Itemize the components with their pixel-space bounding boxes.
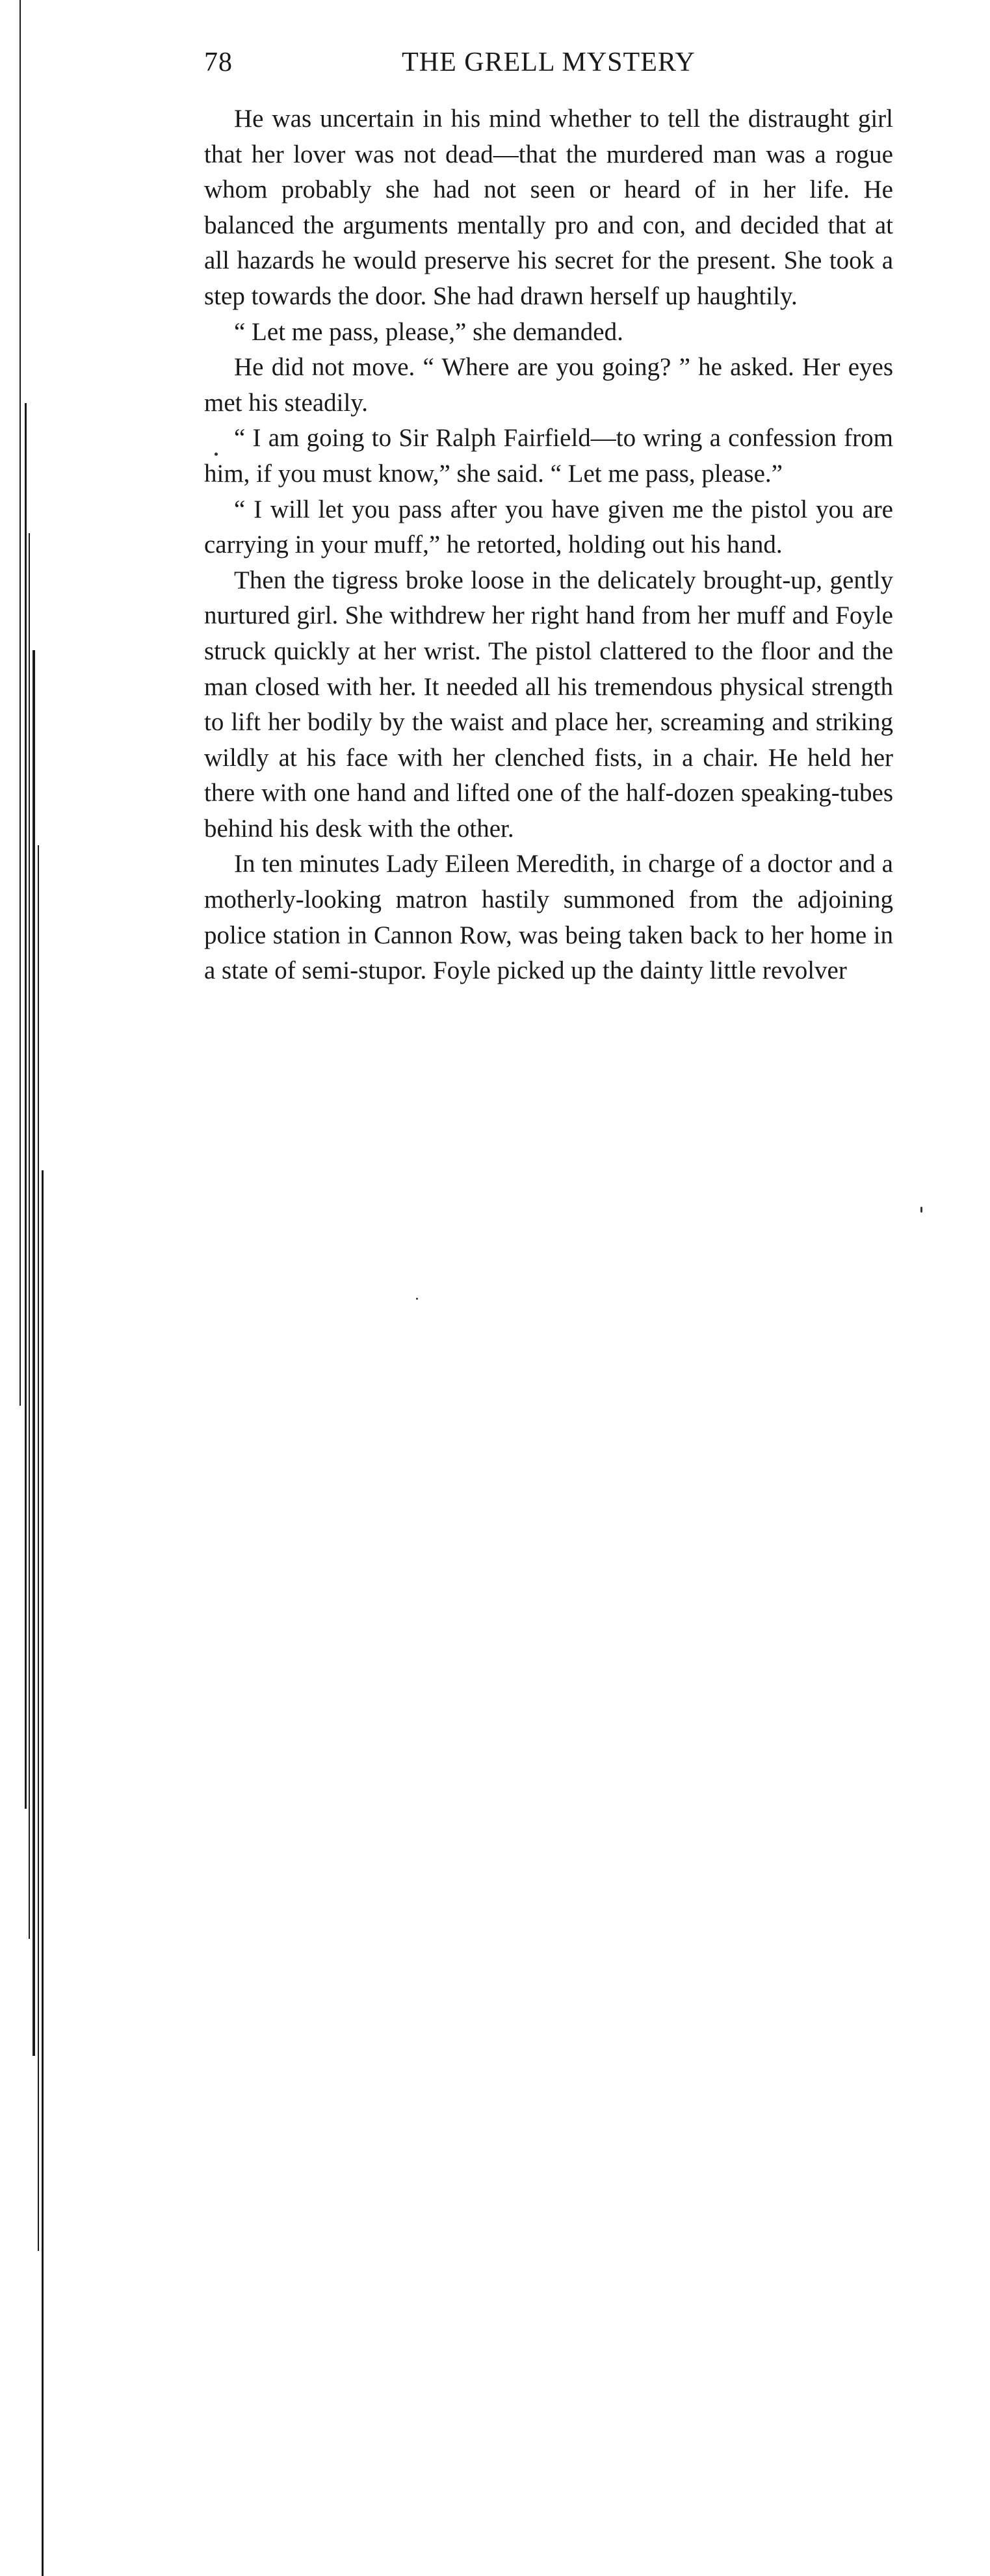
paragraph: Then the tigress broke loose in the delicately brought-up, gently nurtured girl. She withdrew her right hand from her muff and Foyle struck quickly at her wrist. The pistol clattered to the floor and the man closed with her. It needed all his tremendous physical strength to lift her bodily by the waist and place her, screaming and striking wildly at his face with her clenched fists, in a chair. He held her there with one hand and lifted one of the half-dozen speaking-tubes behind his desk with the other. [204, 566, 893, 843]
page-header [204, 47, 893, 86]
paragraph: He did not move. “ Where are you going? ” he asked. Her eyes met his steadily. [204, 353, 893, 417]
running-head: THE GRELL MYSTERY [402, 47, 696, 77]
scan-speck [920, 1207, 922, 1213]
paragraph: In ten minutes Lady Eileen Meredith, in charge of a doctor and a motherly-looking matron hastily summoned from the adjoining police station in Cannon Row, was being taken back to her home in a state of semi-stupor. Foyle picked up the dainty little revolver [204, 850, 893, 985]
page-number: 78 [204, 47, 233, 77]
paragraph: He was uncertain in his mind whether to tell the distraught girl that her lover was not dead—that the murdered man was a rogue whom probably she had not seen or heard of in her life. He balanced the arguments mentally pro and con, and decided that at all hazards he would preserve his secret for the present. She took a step towards the door. She had drawn herself up haughtily. [204, 105, 893, 310]
paragraph: “ I will let you pass after you have given me the pistol you are carrying in your muff,” he retorted, holding out his hand. [204, 495, 893, 559]
scan-speck [215, 453, 218, 456]
paragraph: “ I am going to Sir Ralph Fairfield—to wring a confession from him, if you must know,” she said. “ Let me pass, please.” [204, 424, 893, 488]
book-binding-edge [18, 0, 48, 1406]
page-body [204, 101, 893, 989]
paragraph: “ Let me pass, please,” she demanded. [234, 317, 623, 346]
scan-speck [416, 1298, 418, 1300]
